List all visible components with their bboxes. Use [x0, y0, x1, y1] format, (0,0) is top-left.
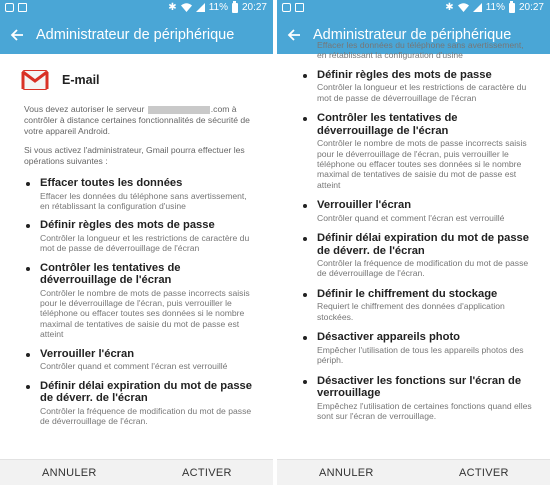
policy-item [0, 215, 273, 257]
bullet [303, 117, 307, 121]
policy-description: Empêcher l'utilisation de tous les appareils photos des périph. [317, 344, 524, 366]
bluetooth-icon: ✱ [168, 2, 177, 13]
policy-title: Contrôler les tentatives de déverrouillage de l'écran [317, 112, 458, 137]
policy-title: Contrôler les tentatives de déverrouillage de l'écran [40, 261, 181, 287]
policy-description: Contrôler le nombre de mots de passe incorrects saisis pour le déverrouillage de l'écran, puis verrouiller le téléphone ou effacer toutes ses données si le nombre maximal de tentatives de saisie du mot de passe est atteint [317, 138, 527, 190]
policy-item [277, 65, 550, 108]
policy-title: Désactiver appareils photo [317, 331, 461, 344]
bullet [26, 182, 30, 186]
policy-title: Définir délai expiration du mot de passe de déverr. de l'écran [40, 379, 252, 405]
bullet [303, 380, 307, 384]
intro-text [0, 94, 273, 137]
intro-text-after: .com à contrôler à distance certaines fonctionnalités de sécurité de votre appareil Android. [24, 104, 250, 136]
activate-button[interactable]: ACTIVER [459, 467, 509, 479]
policy-item [277, 108, 550, 195]
notification-icon [282, 3, 291, 12]
wifi-icon [181, 3, 192, 12]
battery-icon [509, 3, 515, 13]
activate-button[interactable]: ACTIVER [182, 467, 232, 479]
policy-item [277, 284, 550, 327]
content-scroll[interactable] [277, 40, 550, 459]
policy-description: Requiert le chiffrement des données d'application stockées. [317, 301, 505, 322]
app-name: E-mail [62, 73, 100, 87]
policy-description: Contrôler le nombre de mots de passe incorrects saisis pour le déverrouillage de l'écran, puis verrouiller le téléphone ou effacer toutes ses données si le nombre maximal de tentatives de saisie du mot de passe est atteint [40, 287, 250, 340]
app-bar [0, 16, 273, 54]
battery-icon [232, 3, 238, 13]
bullet [303, 237, 307, 241]
policy-description: Contrôler quand et comment l'écran est verrouillé [317, 212, 505, 223]
policy-description: Contrôler la fréquence de modification du mot de passe de déverrouillage de l'écran. [40, 405, 252, 426]
bullet [303, 204, 307, 208]
policy-title: Définir règles des mots de passe [317, 68, 492, 81]
policy-title: Verrouiller l'écran [317, 199, 412, 212]
policy-title: Verrouiller l'écran [40, 347, 135, 360]
policy-description: Contrôler la longueur et les restrictions de caractère du mot de passe de déverrouillage de l'écran [40, 232, 250, 254]
page-title: Administrateur de périphérique [313, 27, 512, 43]
battery-percent: 11% [208, 2, 228, 13]
bullet [26, 224, 30, 228]
battery-percent: 11% [485, 2, 505, 13]
back-arrow-icon[interactable] [6, 24, 28, 46]
policy-item [277, 228, 550, 284]
cancel-button[interactable]: ANNULER [42, 467, 97, 479]
policy-item [0, 173, 273, 215]
clock: 20:27 [518, 2, 544, 13]
policy-item [277, 195, 550, 228]
policy-description: Empêchez l'utilisation de certaines fonctions quand elles sont sur l'écran de verrouillage. [317, 400, 532, 421]
policy-item [0, 344, 273, 376]
status-bar [277, 0, 550, 16]
bluetooth-icon: ✱ [445, 2, 454, 13]
status-bar [0, 0, 273, 16]
bullet [303, 293, 307, 297]
page-title: Administrateur de périphérique [36, 27, 235, 43]
gallery-icon [18, 3, 27, 12]
signal-icon [473, 3, 482, 12]
policy-description-fragment: Effacer les données du téléphone sans avertissement, en rétablissant la configuration d'usine [317, 40, 524, 61]
policy-item [0, 258, 273, 344]
policy-description: Contrôler quand et comment l'écran est verrouillé [40, 361, 228, 372]
bullet [26, 385, 30, 389]
clock: 20:27 [241, 2, 267, 13]
notification-icon [5, 3, 14, 12]
intro-text-before: Vous devez autoriser le serveur [24, 104, 145, 114]
left-screen [0, 0, 273, 485]
cancel-button[interactable]: ANNULER [319, 467, 374, 479]
right-screen [277, 0, 550, 485]
intro-text-2: Si vous activez l'administrateur, Gmail pourra effectuer les opérations suivantes : [24, 145, 245, 166]
app-header [0, 54, 273, 94]
bottom-action-bar [0, 459, 273, 485]
wifi-icon [458, 3, 469, 12]
policy-description: Effacer les données du téléphone sans avertissement, en rétablissant la configuration d'usine [40, 190, 247, 211]
bottom-action-bar [277, 459, 550, 485]
bullet [303, 336, 307, 340]
gmail-logo-icon [22, 70, 48, 90]
policy-description: Contrôler la fréquence de modification du mot de passe de déverrouillage de l'écran. [317, 258, 529, 279]
policy-title: Définir le chiffrement du stockage [317, 287, 498, 300]
policy-item [277, 327, 550, 370]
policy-item [0, 376, 273, 431]
bullet [26, 353, 30, 357]
policy-item [277, 371, 550, 427]
policy-title: Désactiver les fonctions sur l'écran de verrouillage [317, 374, 522, 399]
bullet [26, 267, 30, 271]
redacted-server [148, 106, 210, 114]
content-scroll[interactable] [0, 54, 273, 459]
gallery-icon [295, 3, 304, 12]
signal-icon [196, 3, 205, 12]
policy-title: Définir règles des mots de passe [40, 219, 215, 232]
bullet [303, 74, 307, 78]
policy-title: Définir délai expiration du mot de passe de déverr. de l'écran [317, 232, 529, 257]
policy-title: Effacer toutes les données [40, 177, 183, 189]
policy-description: Contrôler la longueur et les restrictions de caractère du mot de passe de déverrouillage de l'écran [317, 82, 527, 103]
